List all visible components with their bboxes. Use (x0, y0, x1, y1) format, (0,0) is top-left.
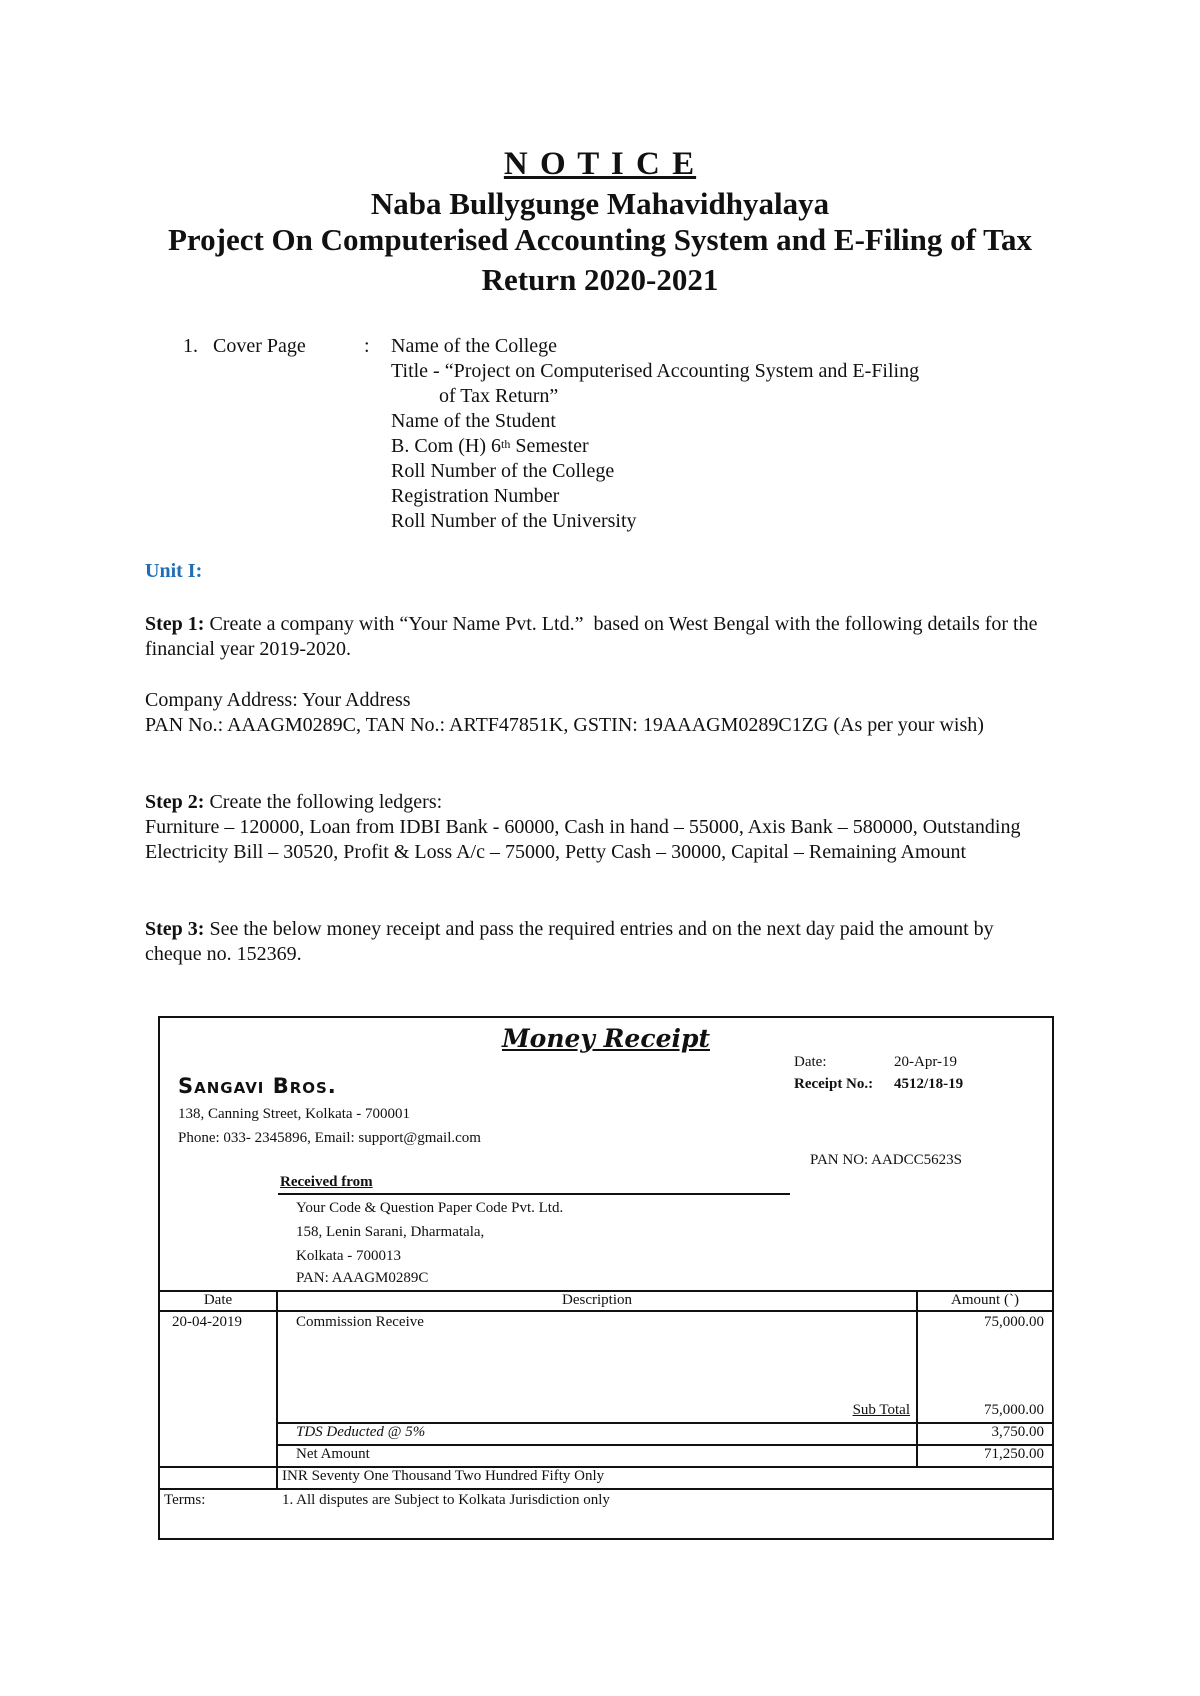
cover-line-semester: B. Com (H) 6th Semester (391, 435, 589, 457)
net-amount-label: Net Amount (296, 1446, 370, 1462)
step1-paragraph: Step 1: Create a company with “Your Name Pvt. Ltd.” based on West Bengal with the following details for the financial year 2019-2020. (145, 613, 1043, 660)
tds-value: 3,750.00 (991, 1424, 1044, 1440)
col-date-header: Date (203, 1292, 233, 1308)
payer-pan: PAN: AAAGM0289C (296, 1270, 429, 1286)
row-amount: 75,000.00 (984, 1314, 1044, 1330)
terms-label: Terms: (164, 1492, 206, 1508)
received-from-line (278, 1193, 790, 1195)
cover-page-item: 1. Cover Page (183, 335, 306, 357)
step1-label: Step 1: (145, 613, 205, 635)
company-ids: PAN No.: AAAGM0289C, TAN No.: ARTF47851K, GSTIN: 19AAAGM0289C1ZG (As per your wish) (145, 714, 984, 736)
date-label: Date: (794, 1054, 827, 1070)
college-name: Naba Bullygunge Mahavidhyalaya (370, 186, 830, 221)
project-title-line2: Return 2020-2021 (481, 262, 719, 297)
row-description: Commission Receive (296, 1314, 424, 1330)
unit-heading: Unit I: (145, 560, 203, 582)
date-value: 20-Apr-19 (894, 1054, 958, 1070)
step3-paragraph: Step 3: See the below money receipt and pass the required entries and on the next day paid the amount by cheque no. 152369. (145, 918, 999, 965)
notice-heading: N O T I C E (503, 146, 697, 182)
receipt-no-label: Receipt No.: (794, 1076, 874, 1092)
company-contact: Phone: 033- 2345896, Email: support@gmail.com (178, 1130, 481, 1146)
cover-line-roll-university: Roll Number of the University (391, 510, 637, 532)
company-address: Company Address: Your Address (145, 689, 411, 711)
ledger-list: Furniture – 120000, Loan from IDBI Bank - 60000, Cash in hand – 55000, Axis Bank – 580000, Outstanding Electricity Bill – 30520, Profit & Loss A/c – 75000, Petty Cash – 30000, Capital – Remaining Amount (145, 816, 1021, 863)
cover-page-colon: : (364, 335, 370, 357)
table-header-border (160, 1310, 1052, 1312)
net-amount-value: 71,250.00 (984, 1446, 1044, 1462)
tds-label: TDS Deducted @ 5% (296, 1424, 426, 1440)
cover-line-roll-college: Roll Number of the College (391, 460, 615, 482)
project-title-line1: Project On Computerised Accounting System and E-Filing of Tax (167, 222, 1033, 257)
step2-label: Step 2: (145, 791, 205, 813)
receipt-no-value: 4512/18-19 (894, 1076, 964, 1092)
subtotal-value: 75,000.00 (984, 1402, 1044, 1418)
cover-line-title-cont: of Tax Return” (439, 385, 559, 407)
row-date: 20-04-2019 (172, 1314, 242, 1330)
terms-text: 1. All disputes are Subject to Kolkata Jurisdiction only (282, 1492, 610, 1508)
company-name: Sangavi Bros. (178, 1074, 337, 1098)
amount-in-words: INR Seventy One Thousand Two Hundred Fifty Only (282, 1468, 605, 1484)
receipt-title: Money Receipt (502, 1024, 710, 1053)
step2-paragraph: Step 2: Create the following ledgers: (145, 791, 443, 813)
date-col-divider (276, 1290, 278, 1488)
words-border (160, 1488, 1052, 1490)
cover-line-college: Name of the College (391, 335, 558, 357)
company-address: 138, Canning Street, Kolkata - 700001 (178, 1106, 411, 1122)
col-amount-header: Amount (`) (951, 1292, 1019, 1308)
step3-label: Step 3: (145, 918, 205, 940)
col-description-header: Description (562, 1292, 632, 1308)
cover-page-lines (391, 334, 1061, 534)
payer-city: Kolkata - 700013 (296, 1248, 401, 1264)
pan-no: PAN NO: AADCC5623S (810, 1152, 962, 1168)
payer-street: 158, Lenin Sarani, Dharmatala, (296, 1224, 485, 1240)
money-receipt (158, 1016, 1054, 1540)
subtotal-label: Sub Total (852, 1402, 910, 1418)
cover-line-title: Title - “Project on Computerised Accounting System and E-Filing (391, 360, 920, 382)
received-from-label: Received from (280, 1174, 373, 1190)
cover-line-registration: Registration Number (391, 485, 560, 507)
cover-line-student: Name of the Student (391, 410, 556, 432)
payer-name: Your Code & Question Paper Code Pvt. Ltd. (296, 1200, 564, 1216)
